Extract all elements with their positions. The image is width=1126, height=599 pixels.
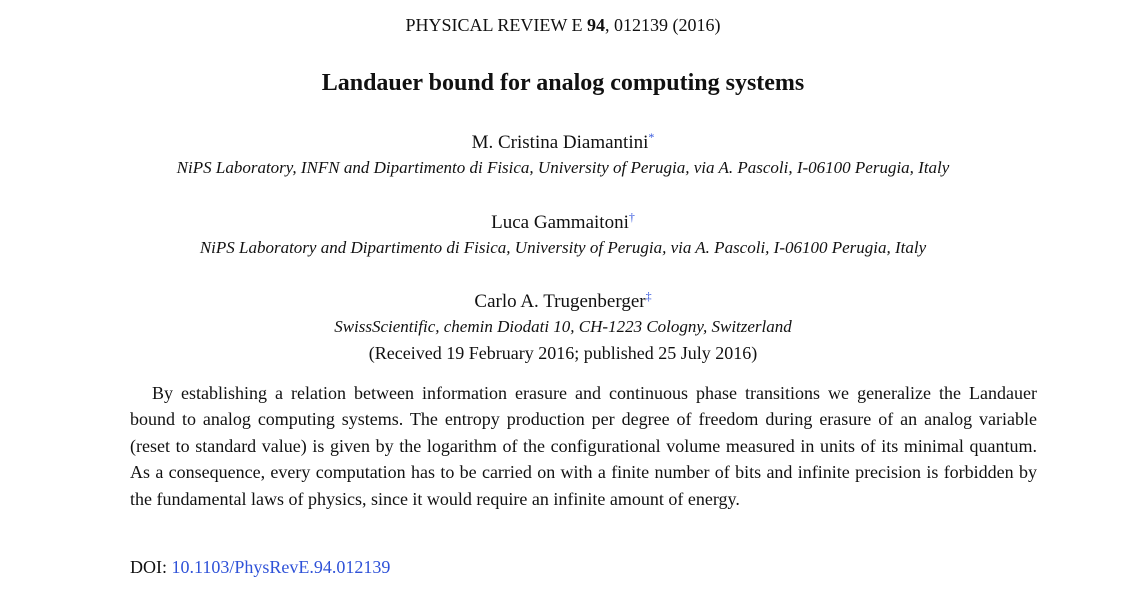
abstract: By establishing a relation between information erasure and continuous phase transitions we generalize the Landauer bound to analog computing systems. The entropy production per degree of freedom during erasure of an analog variable (reset to standard value) is given by the logarithm of the configurational volume measured in units of its minimal quantum. As a consequence, every computation has to be carried on with a finite number of bits and infinite precision is forbidden by the fundamental laws of physics, since it would require an infinite amount of energy. xyxy=(130,383,1037,509)
doi-line xyxy=(130,557,390,578)
author-3 xyxy=(0,289,1126,313)
journal-article: , 012139 (2016) xyxy=(605,15,721,35)
author-name: Carlo A. Trugenberger xyxy=(474,291,646,312)
author-2 xyxy=(0,210,1126,234)
author-1-affiliation: NiPS Laboratory, INFN and Dipartimento di Fisica, University of Perugia, via A. Pascoli, I-06100 Perugia, Italy xyxy=(176,158,950,177)
doi-label: DOI: xyxy=(130,557,167,577)
paper-title: Landauer bound for analog computing systems xyxy=(321,70,805,96)
footnote-mark[interactable]: ‡ xyxy=(645,289,652,303)
footnote-mark[interactable]: † xyxy=(628,210,635,224)
author-name: M. Cristina Diamantini xyxy=(471,132,649,153)
journal-name: PHYSICAL REVIEW E xyxy=(405,15,583,35)
received-published-dates: (Received 19 February 2016; published 25 July 2016) xyxy=(368,343,758,363)
author-3-affiliation: SwissScientific, chemin Diodati 10, CH-1223 Cologny, Switzerland xyxy=(334,317,792,336)
author-2-affiliation: NiPS Laboratory and Dipartimento di Fisica, University of Perugia, via A. Pascoli, I-06100 Perugia, Italy xyxy=(199,238,927,257)
author-name: Luca Gammaitoni xyxy=(491,212,629,233)
footnote-mark[interactable]: * xyxy=(648,130,655,144)
journal-header xyxy=(0,15,1126,36)
journal-volume: 94 xyxy=(587,15,605,35)
doi-link[interactable]: 10.1103/PhysRevE.94.012139 xyxy=(171,557,391,577)
author-1 xyxy=(0,130,1126,154)
